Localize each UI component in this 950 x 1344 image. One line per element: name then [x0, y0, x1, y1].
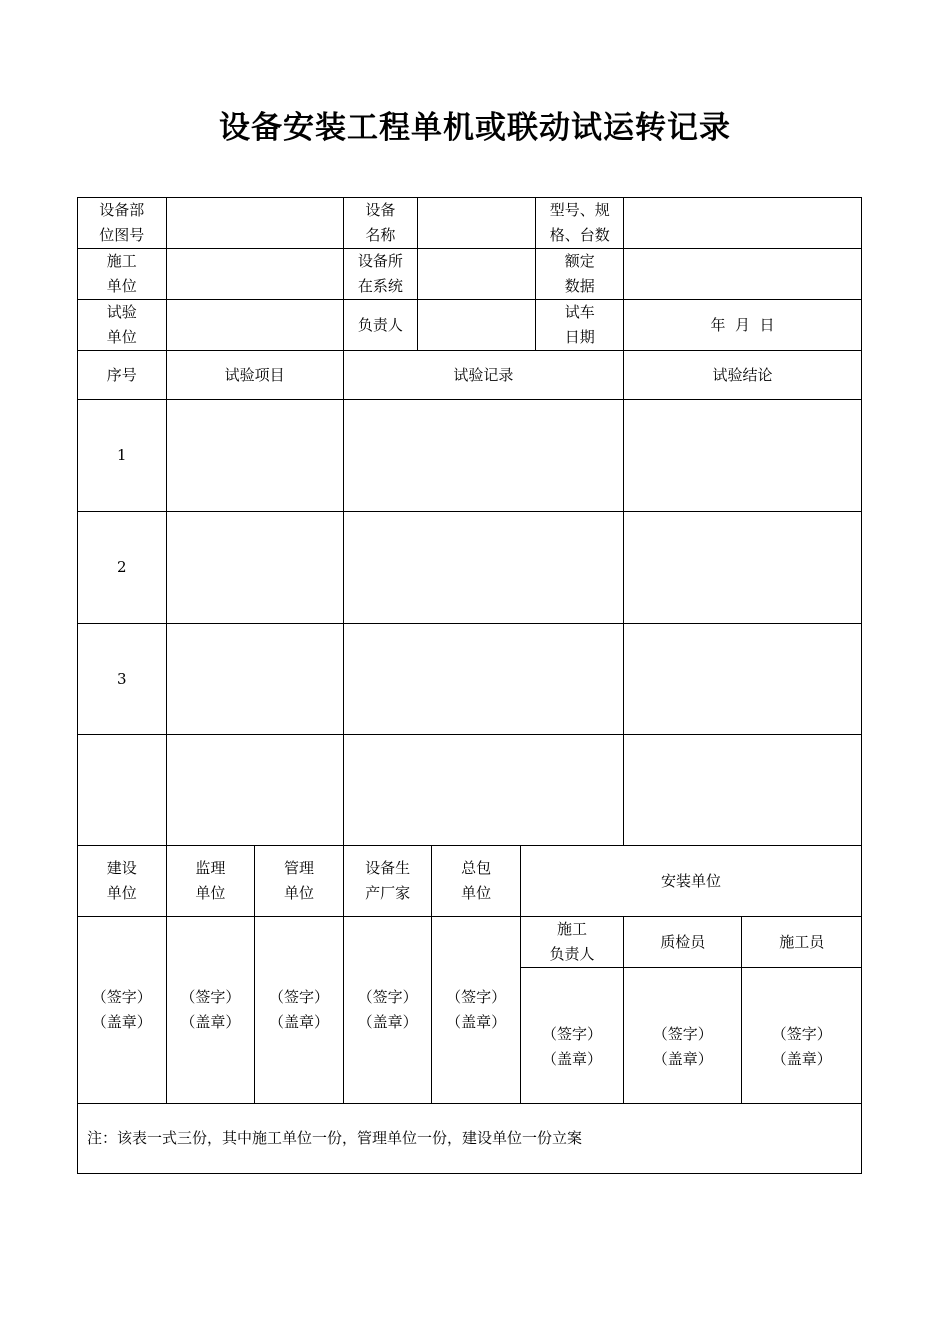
row-test-conclusion[interactable]	[623, 735, 861, 846]
label-device-drawing-no: 设备部 位图号	[78, 198, 167, 249]
label-quality-inspector: 质检员	[623, 917, 741, 968]
row-test-item[interactable]	[166, 735, 343, 846]
row-test-record[interactable]	[343, 735, 623, 846]
row-test-conclusion[interactable]	[623, 624, 861, 735]
value-construction-unit[interactable]	[166, 249, 343, 300]
table-row	[78, 735, 862, 846]
value-test-date[interactable]: 年 月 日	[623, 300, 861, 351]
info-row-1	[78, 198, 862, 249]
sign-construction-lead[interactable]: （签字） （盖章）	[520, 968, 623, 1104]
header-test-record: 试验记录	[343, 351, 623, 400]
info-row-3	[78, 300, 862, 351]
party-management-unit: 管理 单位	[255, 846, 344, 917]
header-test-conclusion: 试验结论	[623, 351, 861, 400]
label-test-unit: 试验 单位	[78, 300, 167, 351]
header-row	[78, 351, 862, 400]
party-general-contractor: 总包 单位	[432, 846, 521, 917]
sign-owner-unit[interactable]: （签字） （盖章）	[78, 917, 167, 1104]
parties-row	[78, 846, 862, 917]
label-responsible-person: 负责人	[343, 300, 417, 351]
label-construction-unit: 施工 单位	[78, 249, 167, 300]
info-row-2	[78, 249, 862, 300]
row-test-conclusion[interactable]	[623, 512, 861, 624]
sign-construction-worker[interactable]: （签字） （盖章）	[742, 968, 862, 1104]
note-text: 注：该表一式三份，其中施工单位一份，管理单位一份，建设单位一份立案	[78, 1104, 862, 1174]
row-test-conclusion[interactable]	[623, 400, 861, 512]
label-construction-lead: 施工 负责人	[520, 917, 623, 968]
sign-manufacturer[interactable]: （签字） （盖章）	[343, 917, 432, 1104]
row-test-item[interactable]	[166, 400, 343, 512]
row-test-item[interactable]	[166, 624, 343, 735]
row-test-item[interactable]	[166, 512, 343, 624]
value-model-spec-count[interactable]	[623, 198, 861, 249]
row-seq: 3	[78, 624, 167, 735]
header-test-item: 试验项目	[166, 351, 343, 400]
sign-general-contractor[interactable]: （签字） （盖章）	[432, 917, 521, 1104]
signature-row-1	[78, 917, 862, 968]
value-responsible-person[interactable]	[417, 300, 535, 351]
header-seq: 序号	[78, 351, 167, 400]
label-system: 设备所 在系统	[343, 249, 417, 300]
label-test-date: 试车 日期	[536, 300, 624, 351]
table-row	[78, 512, 862, 624]
table-row	[78, 624, 862, 735]
party-owner-unit: 建设 单位	[78, 846, 167, 917]
value-rated-data[interactable]	[623, 249, 861, 300]
row-test-record[interactable]	[343, 512, 623, 624]
value-device-drawing-no[interactable]	[166, 198, 343, 249]
sign-supervision-unit[interactable]: （签字） （盖章）	[166, 917, 255, 1104]
row-seq	[78, 735, 167, 846]
label-construction-worker: 施工员	[742, 917, 862, 968]
page-title: 设备安装工程单机或联动试运转记录	[219, 110, 731, 146]
label-model-spec-count: 型号、规 格、台数	[536, 198, 624, 249]
row-seq: 1	[78, 400, 167, 512]
table-row	[78, 400, 862, 512]
record-form-table	[77, 197, 862, 1174]
party-supervision-unit: 监理 单位	[166, 846, 255, 917]
note-row	[78, 1104, 862, 1174]
row-seq: 2	[78, 512, 167, 624]
row-test-record[interactable]	[343, 624, 623, 735]
party-manufacturer: 设备生 产厂家	[343, 846, 432, 917]
sign-quality-inspector[interactable]: （签字） （盖章）	[623, 968, 741, 1104]
party-installation-unit: 安装单位	[520, 846, 861, 917]
sign-management-unit[interactable]: （签字） （盖章）	[255, 917, 344, 1104]
label-rated-data: 额定 数据	[536, 249, 624, 300]
row-test-record[interactable]	[343, 400, 623, 512]
value-device-name[interactable]	[417, 198, 535, 249]
value-test-unit[interactable]	[166, 300, 343, 351]
label-device-name: 设备 名称	[343, 198, 417, 249]
value-system[interactable]	[417, 249, 535, 300]
